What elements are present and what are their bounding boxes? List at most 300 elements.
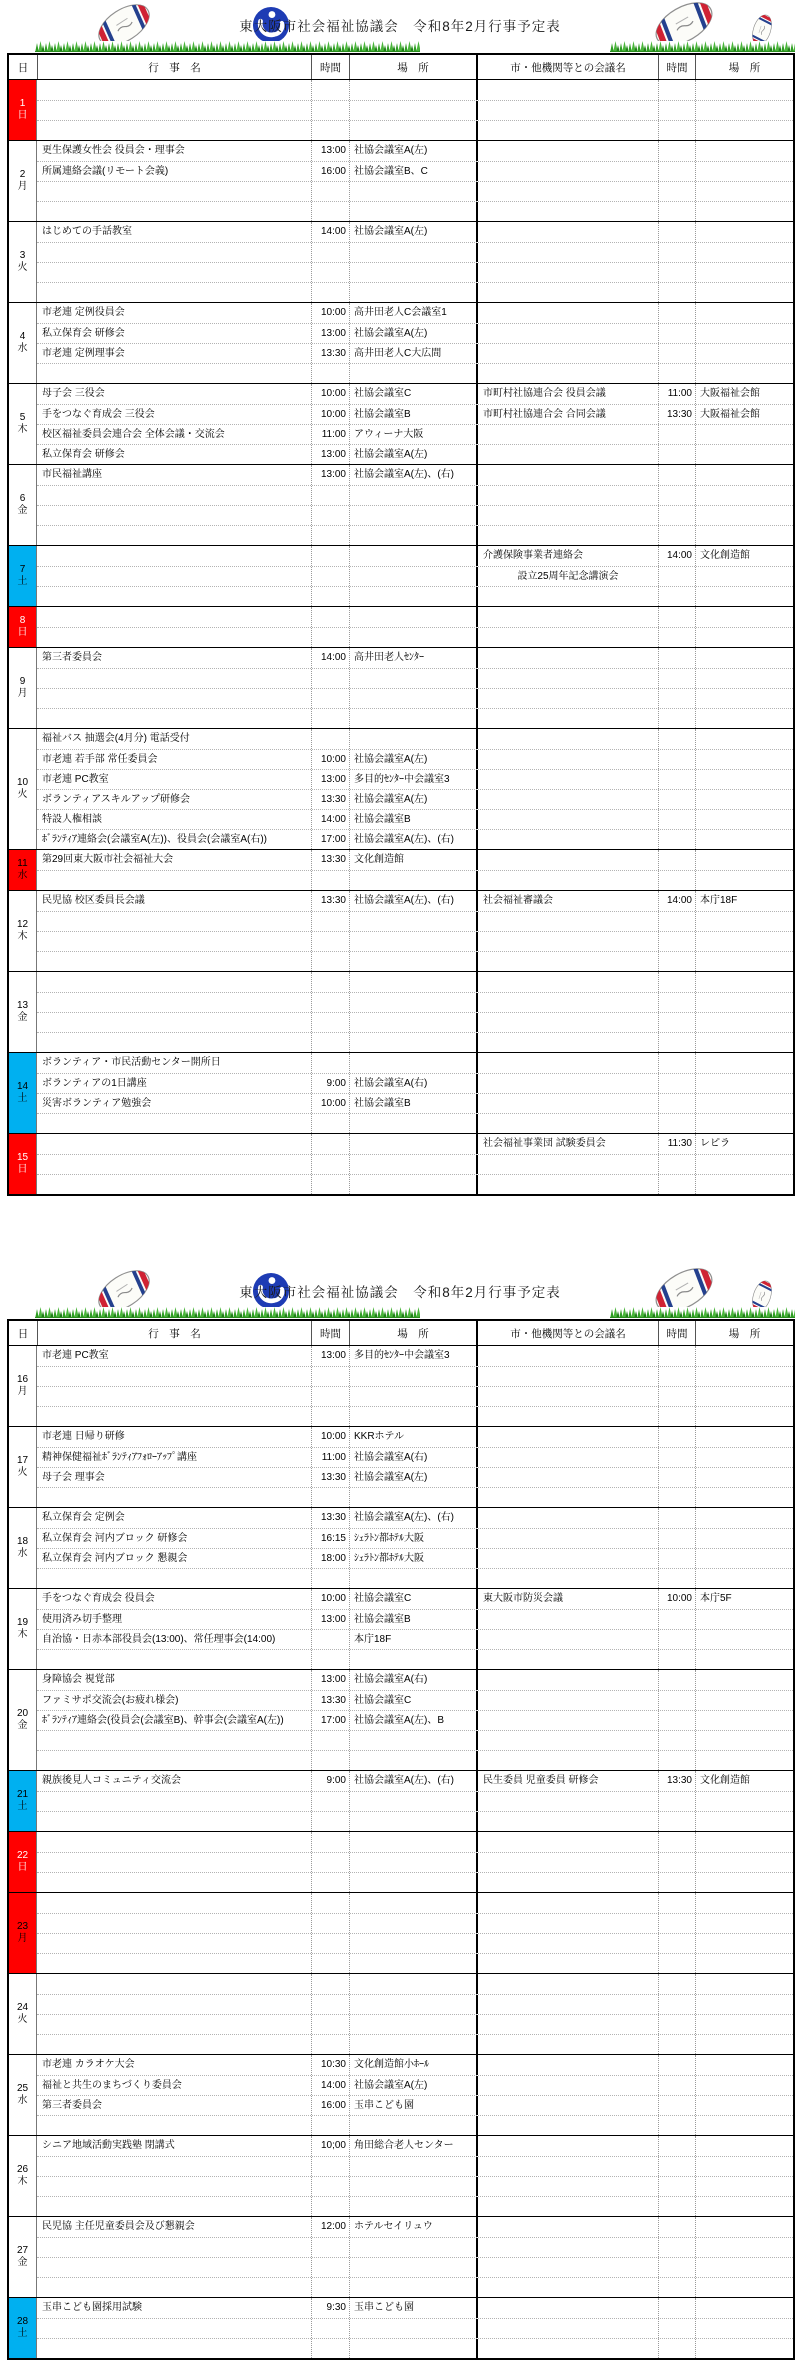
meeting-name xyxy=(476,162,658,181)
day-weekday: 日 xyxy=(17,1164,28,1175)
meeting-name xyxy=(476,1033,658,1052)
meeting-place xyxy=(695,1053,793,1073)
event-place xyxy=(349,1853,476,1872)
meeting-place: 本庁5F xyxy=(695,1589,793,1609)
meeting-name xyxy=(476,425,658,444)
day-lines xyxy=(37,1346,793,1426)
event-time xyxy=(311,2116,349,2135)
meeting-name xyxy=(476,2157,658,2176)
day-lines xyxy=(37,1832,793,1892)
day-number: 23 xyxy=(16,1920,29,1932)
event-time xyxy=(311,567,349,586)
event-name: 私立保育会 河内ブロック 研修会 xyxy=(42,1533,188,1544)
meeting-place xyxy=(695,1427,793,1447)
meeting-name xyxy=(476,790,658,809)
event-time xyxy=(311,587,349,606)
schedule-line xyxy=(37,323,793,343)
meeting-name xyxy=(476,2096,658,2115)
schedule-line xyxy=(37,2095,793,2115)
event-place xyxy=(349,1873,476,1892)
meeting-time xyxy=(658,526,695,545)
event-place xyxy=(349,1155,476,1174)
meeting-time xyxy=(658,871,695,890)
meeting-place xyxy=(695,972,793,992)
event-name xyxy=(37,2238,311,2257)
meeting-place xyxy=(695,2278,793,2297)
meeting-time xyxy=(658,202,695,221)
meeting-time xyxy=(658,2055,695,2075)
schedule-line xyxy=(37,2014,793,2034)
event-time xyxy=(311,1914,349,1933)
event-time xyxy=(311,526,349,545)
event-time xyxy=(311,1407,349,1426)
meeting-place xyxy=(695,850,793,870)
column-header: 場 所 xyxy=(349,1321,476,1345)
day-cell xyxy=(9,1974,37,2054)
meeting-place: レピラ xyxy=(695,1134,793,1154)
event-name: 福祉バス 抽選会(4月分) 電話受付 xyxy=(42,733,190,744)
schedule-line xyxy=(37,951,793,971)
event-time xyxy=(311,1792,349,1811)
schedule-line xyxy=(37,1528,793,1548)
day-number: 10 xyxy=(16,776,29,788)
meeting-place xyxy=(695,1974,793,1994)
day-row-13 xyxy=(9,971,793,1052)
meeting-name xyxy=(476,1954,658,1973)
event-time xyxy=(311,1013,349,1032)
day-number: 16 xyxy=(16,1373,29,1385)
event-place: 社協会議室A(左) xyxy=(349,2076,476,2095)
meeting-name xyxy=(476,2076,658,2095)
schedule-line xyxy=(37,850,793,870)
meeting-time xyxy=(658,2298,695,2318)
meeting-name xyxy=(476,182,658,201)
day-number: 4 xyxy=(19,330,26,342)
event-place xyxy=(349,1114,476,1133)
meeting-time xyxy=(658,121,695,140)
event-name xyxy=(37,1853,311,1872)
event-place xyxy=(349,669,476,688)
meeting-name xyxy=(476,770,658,789)
meeting-place xyxy=(695,952,793,971)
event-place xyxy=(349,364,476,383)
meeting-name xyxy=(476,121,658,140)
meeting-name xyxy=(476,850,658,870)
meeting-time xyxy=(658,1407,695,1426)
event-time: 10:00 xyxy=(311,1094,349,1113)
event-name: 市老連 若手部 常任委員会 xyxy=(42,754,158,765)
event-name xyxy=(37,2278,311,2297)
day-cell xyxy=(9,384,37,464)
event-time xyxy=(311,1974,349,1994)
meeting-time xyxy=(658,1873,695,1892)
day-row-14 xyxy=(9,1052,793,1133)
event-time xyxy=(311,2035,349,2054)
meeting-place xyxy=(695,1175,793,1194)
event-time xyxy=(311,607,349,627)
meeting-place xyxy=(695,1934,793,1953)
event-place: 社協会議室B xyxy=(349,1094,476,1113)
meeting-time: 13:30 xyxy=(658,405,695,424)
event-place: 文化創造館 xyxy=(349,850,476,870)
meeting-time xyxy=(658,2035,695,2054)
schedule-line xyxy=(37,222,793,242)
column-header: 時間 xyxy=(311,1321,349,1345)
day-weekday: 金 xyxy=(17,2257,28,2268)
schedule-line xyxy=(37,992,793,1012)
meeting-time xyxy=(658,1367,695,1386)
event-name: 私立保育会 河内ブロック 懇親会 xyxy=(42,1553,188,1564)
schedule-table-page1 xyxy=(7,53,795,1196)
event-name: ボランティアの1日講座 xyxy=(42,1078,147,1089)
meeting-name xyxy=(476,465,658,485)
schedule-line xyxy=(37,404,793,424)
meeting-time xyxy=(658,162,695,181)
event-time: 13:00 xyxy=(311,141,349,161)
meeting-name xyxy=(476,952,658,971)
day-cell xyxy=(9,2217,37,2297)
meeting-time xyxy=(658,1013,695,1032)
day-weekday: 木 xyxy=(17,931,28,942)
schedule-line xyxy=(37,424,793,444)
event-name xyxy=(37,993,311,1012)
event-place xyxy=(349,80,476,100)
event-place xyxy=(349,709,476,728)
day-cell xyxy=(9,1589,37,1669)
schedule-line xyxy=(37,2176,793,2196)
event-time xyxy=(311,709,349,728)
column-header: 日 xyxy=(17,62,29,74)
event-name: 市老連 定例役員会 xyxy=(42,307,125,318)
event-place xyxy=(349,1934,476,1953)
day-cell xyxy=(9,141,37,221)
meeting-time xyxy=(658,1529,695,1548)
event-place xyxy=(349,283,476,302)
meeting-place xyxy=(695,162,793,181)
event-name xyxy=(37,2319,311,2338)
meeting-name xyxy=(476,1488,658,1507)
event-name: 私立保育会 定例会 xyxy=(42,1512,125,1523)
event-place xyxy=(349,1053,476,1073)
meeting-place xyxy=(695,1914,793,1933)
day-lines xyxy=(37,465,793,545)
meeting-name xyxy=(476,2217,658,2237)
schedule-line xyxy=(37,829,793,849)
event-place: 社協会議室B xyxy=(349,1610,476,1629)
event-name xyxy=(37,1832,311,1852)
event-time xyxy=(311,1175,349,1194)
meeting-place xyxy=(695,2015,793,2034)
page-title: 東大阪市社会福祉協議会 令和8年2月行事予定表 xyxy=(239,19,561,34)
day-lines xyxy=(37,2136,793,2216)
event-name xyxy=(37,1995,311,2014)
event-place xyxy=(349,1812,476,1831)
meeting-place xyxy=(695,1812,793,1831)
meeting-time xyxy=(658,1711,695,1730)
day-lines xyxy=(37,1427,793,1507)
event-name xyxy=(37,567,311,586)
meeting-time xyxy=(658,628,695,647)
meeting-time xyxy=(658,243,695,262)
event-time xyxy=(311,80,349,100)
meeting-name xyxy=(476,1074,658,1093)
meeting-time xyxy=(658,1175,695,1194)
schedule-line xyxy=(37,120,793,140)
event-name xyxy=(37,1134,311,1154)
meeting-place xyxy=(695,2217,793,2237)
meeting-name xyxy=(476,1468,658,1487)
event-place xyxy=(349,2015,476,2034)
event-place xyxy=(349,2319,476,2338)
schedule-line xyxy=(37,1609,793,1629)
meeting-place xyxy=(695,1074,793,1093)
event-time xyxy=(311,283,349,302)
meeting-time xyxy=(658,2319,695,2338)
day-weekday: 木 xyxy=(17,424,28,435)
event-time xyxy=(311,2157,349,2176)
day-cell xyxy=(9,1134,37,1194)
day-row-12 xyxy=(9,890,793,971)
column-header: 市・他機関等との会議名 xyxy=(476,1321,658,1345)
event-place xyxy=(349,1751,476,1770)
meeting-place xyxy=(695,1448,793,1467)
event-place xyxy=(349,2116,476,2135)
schedule-line xyxy=(37,181,793,201)
meeting-place xyxy=(695,1853,793,1872)
page-gap xyxy=(0,1196,800,1266)
event-time: 13:30 xyxy=(311,344,349,363)
meeting-time xyxy=(658,2339,695,2358)
schedule-line xyxy=(37,1994,793,2014)
meeting-time xyxy=(658,283,695,302)
meeting-name xyxy=(476,1448,658,1467)
schedule-line xyxy=(37,1174,793,1194)
event-place xyxy=(349,2339,476,2358)
event-place: 社協会議室A(左)、(右) xyxy=(349,1508,476,1528)
meeting-time xyxy=(658,425,695,444)
meeting-name xyxy=(476,1630,658,1649)
event-name: 民児協 校区委員長会議 xyxy=(42,895,145,906)
meeting-place xyxy=(695,1033,793,1052)
event-time xyxy=(311,1650,349,1669)
meeting-place xyxy=(695,465,793,485)
event-name: はじめての手話教室 xyxy=(42,226,132,237)
event-name: シニア地域活動実践塾 閉講式 xyxy=(42,2140,175,2151)
schedule-line xyxy=(37,789,793,809)
day-cell xyxy=(9,2136,37,2216)
meeting-name xyxy=(476,1812,658,1831)
meeting-name xyxy=(476,283,658,302)
meeting-place xyxy=(695,1488,793,1507)
meeting-time xyxy=(658,141,695,161)
schedule-line xyxy=(37,1093,793,1113)
day-cell xyxy=(9,891,37,971)
schedule-line xyxy=(37,1508,793,1528)
meeting-place xyxy=(695,567,793,586)
schedule-line xyxy=(37,505,793,525)
meeting-place xyxy=(695,324,793,343)
event-place xyxy=(349,912,476,931)
day-cell xyxy=(9,1346,37,1426)
event-name: 福祉と共生のまちづくり委員会 xyxy=(42,2080,182,2091)
day-number: 28 xyxy=(16,2315,29,2327)
event-place: KKRホテル xyxy=(349,1427,476,1447)
event-time: 16:00 xyxy=(311,162,349,181)
day-lines xyxy=(37,850,793,890)
schedule-line xyxy=(37,2196,793,2216)
event-name xyxy=(37,1387,311,1406)
meeting-name xyxy=(476,729,658,749)
meeting-place xyxy=(695,2319,793,2338)
schedule-line xyxy=(37,262,793,282)
day-lines xyxy=(37,546,793,606)
day-weekday: 火 xyxy=(17,789,28,800)
meeting-name xyxy=(476,993,658,1012)
event-name: 精神保健福祉ﾎﾞﾗﾝﾃｨｱﾌｫﾛｰｱｯﾌﾟ講座 xyxy=(42,1452,197,1463)
event-place xyxy=(349,2197,476,2216)
meeting-place xyxy=(695,2258,793,2277)
event-time: 10:30 xyxy=(311,2055,349,2075)
meeting-time xyxy=(658,607,695,627)
event-place xyxy=(349,567,476,586)
event-time xyxy=(311,912,349,931)
grass-icon xyxy=(610,1307,795,1318)
meeting-time xyxy=(658,2238,695,2257)
day-row-18 xyxy=(9,1507,793,1588)
event-name: 第三者委員会 xyxy=(42,652,102,663)
event-place xyxy=(349,689,476,708)
schedule-line xyxy=(37,627,793,647)
day-weekday: 火 xyxy=(17,1467,28,1478)
event-name xyxy=(37,1650,311,1669)
column-header: 場 所 xyxy=(695,1321,793,1345)
event-name xyxy=(37,1488,311,1507)
meeting-place: 文化創造館 xyxy=(695,546,793,566)
meeting-name: 民生委員 児童委員 研修会 xyxy=(476,1771,658,1791)
event-name xyxy=(37,1175,311,1194)
event-name xyxy=(37,1367,311,1386)
meeting-name xyxy=(476,2055,658,2075)
event-time xyxy=(311,182,349,201)
meeting-name: 社会福祉事業団 試験委員会 xyxy=(476,1134,658,1154)
schedule-line xyxy=(37,1032,793,1052)
meeting-place xyxy=(695,283,793,302)
meeting-place xyxy=(695,830,793,849)
event-time xyxy=(311,1114,349,1133)
day-number: 8 xyxy=(19,614,26,626)
day-number: 17 xyxy=(16,1454,29,1466)
meeting-name xyxy=(476,1792,658,1811)
day-lines xyxy=(37,141,793,221)
meeting-time xyxy=(658,567,695,586)
column-header: 行 事 名 xyxy=(37,1321,311,1345)
meeting-place xyxy=(695,1529,793,1548)
meeting-name xyxy=(476,689,658,708)
meeting-place xyxy=(695,506,793,525)
schedule-line xyxy=(37,911,793,931)
meeting-time xyxy=(658,1610,695,1629)
event-name xyxy=(37,80,311,100)
meeting-place xyxy=(695,669,793,688)
event-time xyxy=(311,2177,349,2196)
meeting-place xyxy=(695,1711,793,1730)
event-time: 13:00 xyxy=(311,1610,349,1629)
column-header: 日 xyxy=(17,1328,29,1340)
event-time: 14:00 xyxy=(311,810,349,829)
event-time xyxy=(311,1053,349,1073)
event-name xyxy=(37,1114,311,1133)
event-place xyxy=(349,243,476,262)
event-place xyxy=(349,486,476,505)
schedule-line xyxy=(37,2055,793,2075)
meeting-name xyxy=(476,709,658,728)
meeting-name: 東大阪市防災会議 xyxy=(476,1589,658,1609)
day-lines xyxy=(37,1589,793,1669)
schedule-line xyxy=(37,1548,793,1568)
event-name: 特設人権相談 xyxy=(42,814,102,825)
meeting-place xyxy=(695,1549,793,1568)
schedule-line xyxy=(37,1649,793,1669)
meeting-place xyxy=(695,243,793,262)
day-weekday: 火 xyxy=(17,2014,28,2025)
meeting-place xyxy=(695,1630,793,1649)
meeting-time xyxy=(658,1954,695,1973)
event-place xyxy=(349,1832,476,1852)
meeting-name xyxy=(476,932,658,951)
meeting-place xyxy=(695,2298,793,2318)
day-weekday: 月 xyxy=(17,1386,28,1397)
event-name: 第三者委員会 xyxy=(42,2100,102,2111)
meeting-time: 10:00 xyxy=(658,1589,695,1609)
event-place: 社協会議室A(右) xyxy=(349,1074,476,1093)
day-row-15 xyxy=(9,1133,793,1194)
meeting-place xyxy=(695,1873,793,1892)
event-name xyxy=(37,1954,311,1973)
day-number: 19 xyxy=(16,1616,29,1628)
event-place: 高井田老人C大広間 xyxy=(349,344,476,363)
meeting-time xyxy=(658,1549,695,1568)
meeting-name xyxy=(476,1731,658,1750)
event-place: ホテルセイリュウ xyxy=(349,2217,476,2237)
day-weekday: 月 xyxy=(17,688,28,699)
event-name xyxy=(37,912,311,931)
event-place xyxy=(349,2035,476,2054)
event-place xyxy=(349,546,476,566)
day-weekday: 土 xyxy=(17,2328,28,2339)
day-row-23 xyxy=(9,1892,793,1973)
meeting-time xyxy=(658,1094,695,1113)
day-row-24 xyxy=(9,1973,793,2054)
meeting-time xyxy=(658,972,695,992)
day-row-11 xyxy=(9,849,793,890)
event-name xyxy=(37,506,311,525)
schedule-line xyxy=(37,769,793,789)
event-time xyxy=(311,202,349,221)
meeting-time xyxy=(658,486,695,505)
meeting-time xyxy=(658,324,695,343)
event-place: 社協会議室C xyxy=(349,1691,476,1710)
event-time: 10:00 xyxy=(311,303,349,323)
meeting-time xyxy=(658,1387,695,1406)
schedule-line xyxy=(37,2217,793,2237)
schedule-line xyxy=(37,566,793,586)
meeting-name xyxy=(476,2116,658,2135)
schedule-line xyxy=(37,546,793,566)
event-time xyxy=(311,364,349,383)
event-time: 13:30 xyxy=(311,790,349,809)
event-place xyxy=(349,2157,476,2176)
event-place: 社協会議室B xyxy=(349,810,476,829)
